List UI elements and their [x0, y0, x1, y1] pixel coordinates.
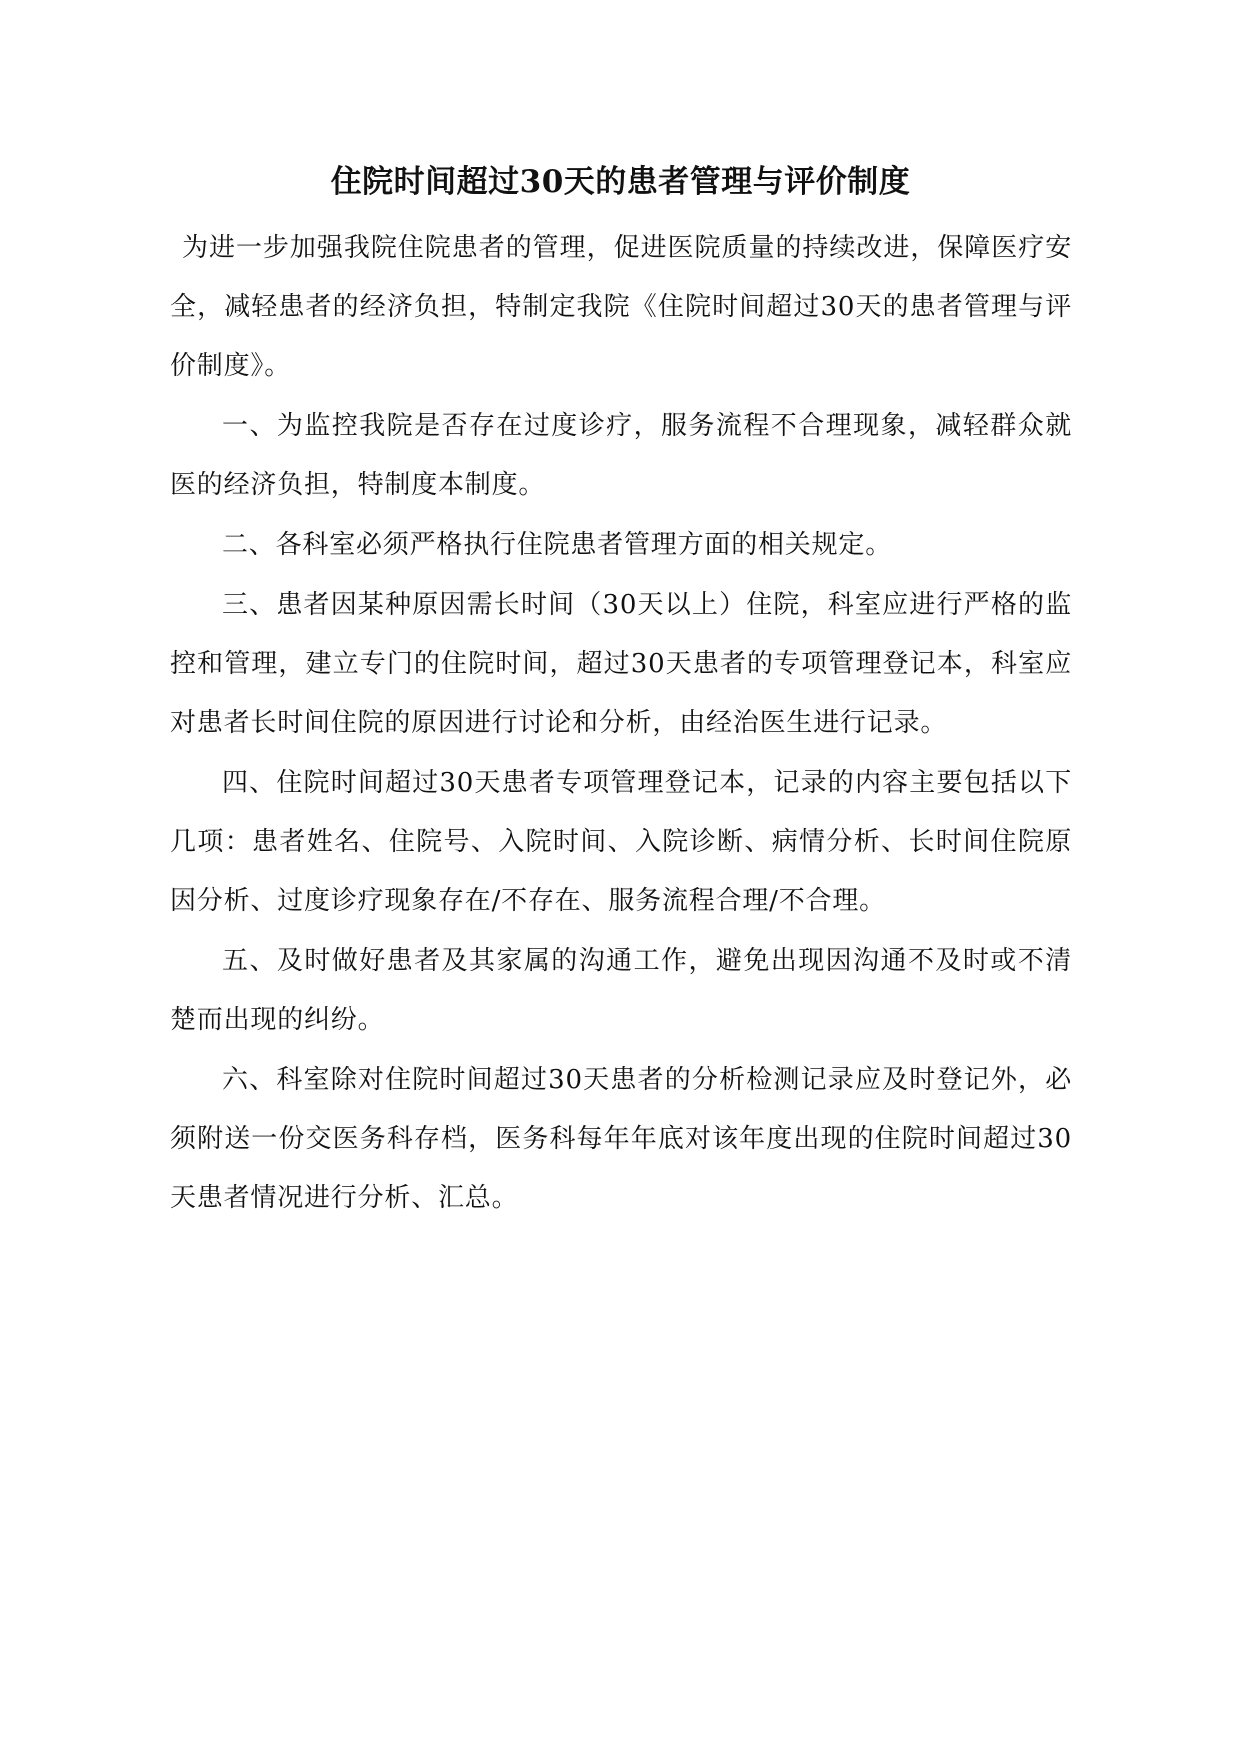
clause-paragraph-6: 六、科室除对住院时间超过30天患者的分析检测记录应及时登记外，必须附送一份交医务科存档，医务科每年年底对该年度出现的住院时间超过30天患者情况进行分析、汇总。 — [170, 1065, 1072, 1213]
document-body — [170, 219, 1072, 1229]
clause-paragraph-1: 一、为监控我院是否存在过度诊疗，服务流程不合理现象，减轻群众就医的经济负担，特制度本制度。 — [170, 411, 1072, 500]
intro-paragraph: 为进一步加强我院住院患者的管理，促进医院质量的持续改进，保障医疗安全，减轻患者的经济负担，特制定我院《住院时间超过30天的患者管理与评价制度》。 — [170, 233, 1072, 381]
clause-paragraph-4: 四、住院时间超过30天患者专项管理登记本，记录的内容主要包括以下几项：患者姓名、住院号、入院时间、入院诊断、病情分析、长时间住院原因分析、过度诊疗现象存在/不存在、服务流程合理/不合理。 — [170, 768, 1072, 916]
clause-paragraph-3: 三、患者因某种原因需长时间（30天以上）住院，科室应进行严格的监控和管理，建立专门的住院时间，超过30天患者的专项管理登记本，科室应对患者长时间住院的原因进行讨论和分析，由经治医生进行记录。 — [170, 590, 1072, 738]
clause-paragraph-2: 二、各科室必须严格执行住院患者管理方面的相关规定。 — [222, 530, 893, 560]
clause-paragraph-5: 五、及时做好患者及其家属的沟通工作，避免出现因沟通不及时或不清楚而出现的纠纷。 — [170, 946, 1072, 1035]
document-title: 住院时间超过30天的患者管理与评价制度 — [330, 164, 911, 200]
